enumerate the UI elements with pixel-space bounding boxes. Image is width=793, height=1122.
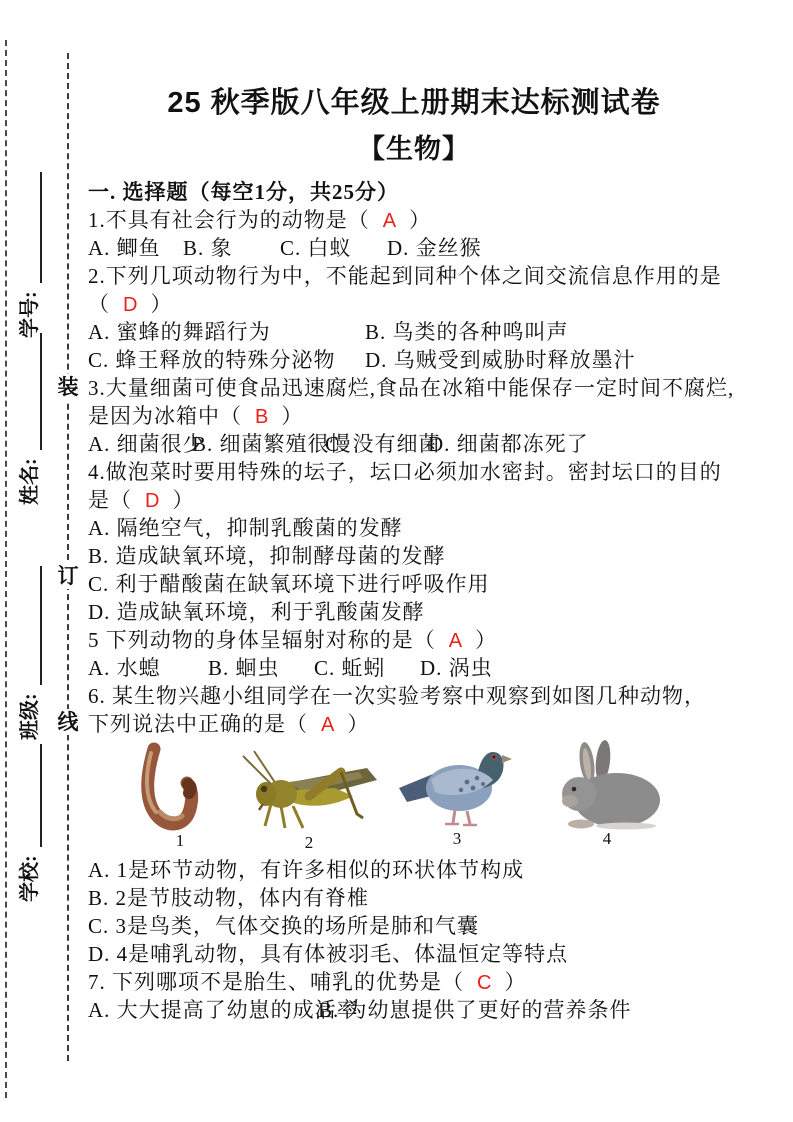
figure-grasshopper <box>238 746 380 852</box>
q1-option-b: B. 象 <box>183 236 233 260</box>
q3-stem-line1: 3.大量细菌可使食品迅速腐烂,食品在冰箱中能保存一定时间不腐烂, <box>88 376 735 400</box>
binding-char-ding: 订 <box>55 563 81 589</box>
q2-options-row2 <box>88 346 740 374</box>
q1-answer: A <box>382 210 397 232</box>
q6-stem-text: 下列说法中正确的是 <box>88 712 286 736</box>
q1-option-d: D. 金丝猴 <box>387 236 482 260</box>
q3-answer: B <box>255 406 269 428</box>
figure-rabbit <box>550 740 664 848</box>
answer-paren-close: ） <box>409 208 432 232</box>
q2-option-d: D. 乌贼受到威胁时释放墨汁 <box>365 348 636 372</box>
answer-paren-open: （ <box>286 712 308 736</box>
school-field <box>16 744 42 902</box>
q3-option-d: D. 细菌都冻死了 <box>428 432 589 456</box>
q1-option-c: C. 白蚁 <box>280 236 352 260</box>
answer-paren-close: ） <box>172 488 195 512</box>
figure-pigeon <box>396 738 518 848</box>
exam-subject: 【生物】 <box>358 134 470 164</box>
student-name-blank-line <box>22 333 42 450</box>
answer-paren-open: （ <box>442 970 464 994</box>
q3-option-c: C. 没有细菌 <box>325 432 441 456</box>
q2-options-row1 <box>88 318 740 346</box>
q3-option-a: A. 细菌很少 <box>88 432 205 456</box>
q1-stem-text: 1.不具有社会行为的动物是 <box>88 208 348 232</box>
q5-option-a: A. 水螅 <box>88 656 161 680</box>
binding-char-zhuang: 装 <box>55 374 81 400</box>
q1-stem <box>88 206 740 234</box>
exam-content <box>88 78 740 1024</box>
q3-stem-text: 是因为冰箱中 <box>88 404 220 428</box>
q2-answer: D <box>123 294 138 316</box>
student-name-field <box>16 333 42 505</box>
q4-stem-line2 <box>88 486 740 514</box>
answer-paren-open: （ <box>110 488 132 512</box>
q4-stem-text: 是 <box>88 488 110 512</box>
q6-stem-line2 <box>88 710 740 738</box>
q2-option-a: A. 蜜蜂的舞蹈行为 <box>88 320 271 344</box>
q5-option-b: B. 蛔虫 <box>208 656 280 680</box>
class-blank-line <box>22 566 42 685</box>
q5-options <box>88 654 740 682</box>
answer-paren-close: ） <box>347 712 370 736</box>
class-field <box>16 566 42 740</box>
class-label: 班级: <box>19 693 41 740</box>
q7-option-b: B. 为幼崽提供了更好的营养条件 <box>318 998 632 1022</box>
page-edge-dashed-line <box>5 40 7 1098</box>
figure-number: 4 <box>602 829 612 848</box>
answer-paren-open: （ <box>413 628 436 652</box>
grasshopper-image <box>239 746 379 834</box>
figure-number: 2 <box>304 833 314 852</box>
q1-options <box>88 234 740 262</box>
school-label: 学校: <box>19 855 41 902</box>
figure-number: 3 <box>452 829 462 848</box>
q7-stem-text: 7. 下列哪项不是胎生、哺乳的优势是 <box>88 970 442 994</box>
q6-option-a: A. 1是环节动物，有许多相似的环状体节构成 <box>88 858 525 882</box>
binding-dashed-line <box>67 53 69 1061</box>
binding-char-xian: 线 <box>55 709 81 735</box>
student-id-field <box>16 172 42 338</box>
q4-answer: D <box>145 490 160 512</box>
q4-option-c: C. 利于醋酸菌在缺氧环境下进行呼吸作用 <box>88 572 490 596</box>
q7-options <box>88 996 740 1024</box>
rabbit-image <box>551 740 663 830</box>
q7-answer: C <box>477 972 492 994</box>
section-header: 一. 选择题（每空1分，共25分） <box>88 180 399 204</box>
q3-options <box>88 430 740 458</box>
q7-stem <box>88 968 740 996</box>
q2-answer-line <box>88 290 740 318</box>
q6-figures <box>88 738 740 850</box>
q4-stem-line1: 4.做泡菜时要用特殊的坛子，坛口必须加水密封。密封坛口的目的 <box>88 460 722 484</box>
school-blank-line <box>22 744 42 847</box>
answer-paren-open: （ <box>220 404 242 428</box>
q6-option-b: B. 2是节肢动物，体内有脊椎 <box>88 886 370 910</box>
q1-option-a: A. 鲫鱼 <box>88 236 161 260</box>
q7-option-a: A. 大大提高了幼崽的成活率 <box>88 998 359 1022</box>
q3-option-b: B. 细菌繁殖很慢 <box>192 432 352 456</box>
student-id-label: 学号: <box>19 291 41 338</box>
student-name-label: 姓名: <box>19 458 41 505</box>
q6-option-c: C. 3是鸟类，气体交换的场所是肺和气囊 <box>88 914 480 938</box>
q4-option-a: A. 隔绝空气，抑制乳酸菌的发酵 <box>88 516 403 540</box>
pigeon-image <box>397 738 517 830</box>
q5-stem-text: 5 下列动物的身体呈辐射对称的是 <box>88 628 414 652</box>
figure-number: 1 <box>175 831 185 850</box>
answer-paren-close: ） <box>475 628 498 652</box>
answer-paren-open: （ <box>88 292 110 316</box>
student-id-blank-line <box>22 172 42 283</box>
q5-answer: A <box>448 630 463 652</box>
q4-option-d: D. 造成缺氧环境，利于乳酸菌发酵 <box>88 600 425 624</box>
answer-paren-close: ） <box>150 292 173 316</box>
q2-option-b: B. 鸟类的各种鸣叫声 <box>365 320 569 344</box>
q6-stem-line1: 6. 某生物兴趣小组同学在一次实验考察中观察到如图几种动物， <box>88 684 706 708</box>
earthworm-image <box>130 742 230 832</box>
q2-option-c: C. 蜂王释放的特殊分泌物 <box>88 348 336 372</box>
q5-option-d: D. 涡虫 <box>420 656 493 680</box>
q4-option-b: B. 造成缺氧环境，抑制酵母菌的发酵 <box>88 544 446 568</box>
q5-stem <box>88 626 740 654</box>
q5-option-c: C. 蚯蚓 <box>314 656 386 680</box>
answer-paren-close: ） <box>281 404 304 428</box>
exam-title: 25 秋季版八年级上册期末达标测试卷 <box>167 87 661 119</box>
figure-earthworm <box>130 742 230 850</box>
q6-option-d: D. 4是哺乳动物，具有体被羽毛、体温恒定等特点 <box>88 942 569 966</box>
q2-stem: 2.下列几项动物行为中，不能起到同种个体之间交流信息作用的是 <box>88 264 722 288</box>
answer-paren-open: （ <box>347 208 370 232</box>
q3-stem-line2 <box>88 402 740 430</box>
q6-answer: A <box>321 714 335 736</box>
answer-paren-close: ） <box>504 970 527 994</box>
